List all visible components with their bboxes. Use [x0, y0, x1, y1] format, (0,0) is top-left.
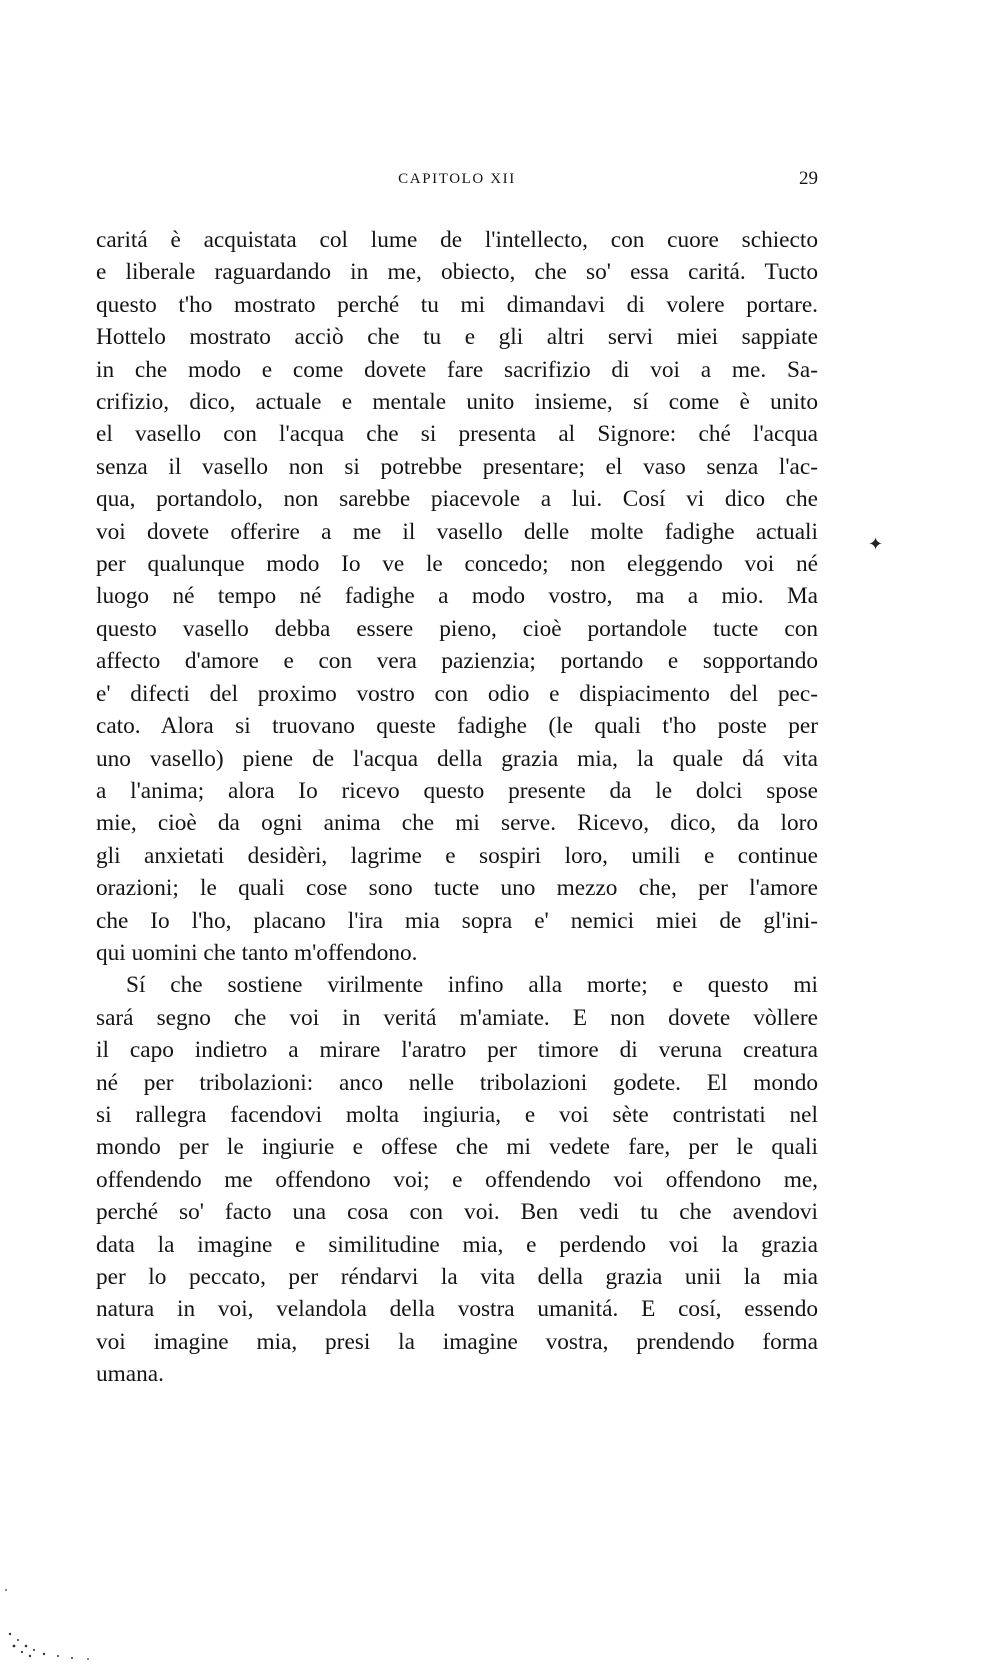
- body-text: [96, 224, 818, 1391]
- text-line: qua, portandolo, non sarebbe piacevole a lui. Cosí vi dico che: [96, 486, 818, 513]
- text-line: questo vasello debba essere pieno, cioè portandole tucte con: [96, 615, 818, 642]
- text-line: sará segno che voi in veritá m'amiate. E non dovete vòllere: [96, 1004, 818, 1031]
- text-line: né per tribolazioni: anco nelle tribolazioni godete. El mondo: [96, 1069, 818, 1096]
- text-line: orazioni; le quali cose sono tucte uno mezzo che, per l'amore: [96, 875, 818, 902]
- text-line: offendendo me offendono voi; e offendendo voi offendono me,: [96, 1166, 818, 1193]
- text-line: mondo per le ingiurie e offese che mi vedete fare, per le quali: [96, 1134, 818, 1161]
- text-line: e' difecti del proximo vostro con odio e dispiacimento del pec-: [96, 680, 818, 707]
- text-line: questo t'ho mostrato perché tu mi dimandavi di volere portare.: [96, 291, 818, 318]
- text-line: a l'anima; alora Io ricevo questo presente da le dolci spose: [96, 777, 818, 804]
- text-line: che Io l'ho, placano l'ira mia sopra e' nemici miei de gl'ini-: [96, 907, 818, 934]
- text-line: per qualunque modo Io ve le concedo; non eleggendo voi né: [96, 551, 818, 578]
- text-line: il capo indietro a mirare l'aratro per timore di veruna creatura: [96, 1037, 818, 1064]
- paragraph-2: [96, 969, 818, 1390]
- text-line: voi dovete offerire a me il vasello delle molte fadighe actuali: [96, 518, 818, 545]
- text-line: el vasello con l'acqua che si presenta al Signore: ché l'acqua: [96, 421, 818, 448]
- text-line: perché so' facto una cosa con voi. Ben vedi tu che avendovi: [96, 1199, 818, 1226]
- page-header: [96, 168, 818, 192]
- text-line: in che modo e come dovete fare sacrifizio di voi a me. Sa-: [96, 356, 818, 383]
- text-line: qui uomini che tanto m'offendono.: [96, 939, 418, 966]
- text-line: luogo né tempo né fadighe a modo vostro, ma a mio. Ma: [96, 583, 818, 610]
- text-line: si rallegra facendovi molta ingiuria, e voi sète contristati nel: [96, 1101, 818, 1128]
- text-line: Sí che sostiene virilmente infino alla morte; e questo mi: [126, 972, 818, 999]
- text-line: per lo peccato, per réndarvi la vita della grazia unii la mia: [96, 1264, 818, 1290]
- text-line: data la imagine e similitudine mia, e perdendo voi la grazia: [96, 1231, 818, 1258]
- text-line: affecto d'amore e con vera pazienzia; portando e sopportando: [96, 648, 818, 675]
- text-line: umana.: [96, 1361, 164, 1388]
- text-line: e liberale raguardando in me, obiecto, che so' essa caritá. Tucto: [96, 259, 818, 286]
- text-line: Hottelo mostrato acciò che tu e gli altri servi miei sappiate: [96, 324, 818, 351]
- margin-mark: ✦: [868, 534, 884, 554]
- text-line: caritá è acquistata col lume de l'intellecto, con cuore schiecto: [96, 227, 818, 253]
- text-line: mie, cioè da ogni anima che mi serve. Ricevo, dico, da loro: [96, 810, 818, 837]
- paragraph-1: [96, 224, 818, 969]
- text-line: senza il vasello non si potrebbe presentare; el vaso senza l'ac-: [96, 453, 818, 480]
- running-title: CAPITOLO XII: [398, 171, 516, 187]
- text-line: cato. Alora si truovano queste fadighe (le quali t'ho poste per: [96, 713, 818, 740]
- scan-specks: [0, 1570, 140, 1664]
- text-line: natura in voi, velandola della vostra umanitá. E cosí, essendo: [96, 1296, 818, 1323]
- page-number: 29: [799, 168, 818, 189]
- text-line: voi imagine mia, presi la imagine vostra, prendendo forma: [96, 1328, 818, 1355]
- text-line: gli anxietati desidèri, lagrime e sospiri loro, umili e continue: [96, 842, 818, 869]
- text-line: crifizio, dico, actuale e mentale unito insieme, sí come è unito: [96, 389, 818, 416]
- text-line: uno vasello) piene de l'acqua della grazia mia, la quale dá vita: [96, 745, 818, 772]
